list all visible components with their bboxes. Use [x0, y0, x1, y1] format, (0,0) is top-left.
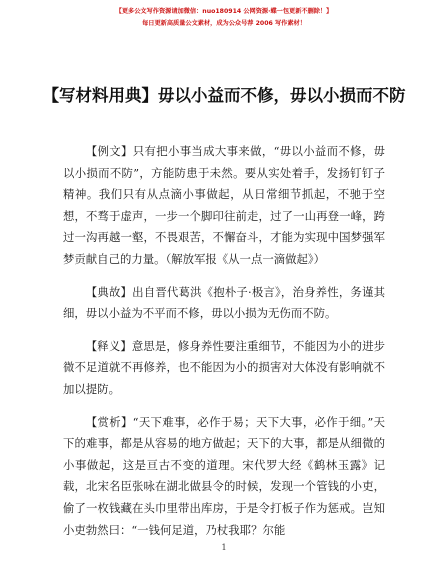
paragraph-text: 出自晋代葛洪《抱朴子·极言》，治身养性，务谨其细，毋以小益为不平而不修，毋以小损为无伤而不防。 — [63, 284, 385, 321]
paragraph-tag: 【典故】 — [85, 284, 133, 299]
paragraph-text: “天下难事，必作于易；天下大事，必作于细。”天下的难事，都是从容易的地方做起；天下的大事，都是从细微的小事做起，这是亘古不变的道理。宋代罗大经《鹤林玉露》记载，北宋名臣张咏在湖北做县令的时候，发现一个管钱的小吏，偷了一枚钱藏在头巾里带出库房，于是令打板子作为惩戒。岂知小吏勃然曰：“一钱何足道，乃杖我耶？尔能 — [63, 414, 385, 537]
paragraph-example — [63, 141, 385, 271]
paragraph-tag: 【赏析】 — [85, 414, 133, 429]
document-body — [63, 141, 385, 552]
document-title: 【写材料用典】毋以小益而不修，毋以小损而不防 — [42, 86, 406, 105]
paragraph-tag: 【释义】 — [85, 338, 132, 353]
paragraph-appreciation — [63, 412, 385, 542]
paragraph-meaning — [63, 336, 385, 401]
page-number: 1 — [221, 543, 227, 552]
paragraph-text: 意思是，修身养性要注重细节，不能因为小的进步微不足道就不再修养，也不能因为小的损害对大体没有影响就不加以提防。 — [63, 338, 385, 396]
paragraph-text: 只有把小事当成大事来做，“毋以小益而不修，毋以小损而不防”，方能防患于未然。要从实处着手，发扬钉钉子精神。我们只有从点滴小事做起，从日常细节抓起，不驰于空想，不骛于虚声，一步一个脚印往前走，过了一山再登一峰，跨过一沟再越一壑，不畏艰苦，不懈奋斗，才能为实现中国梦强军梦贡献自己的力量。（解放军报《从一点一滴做起》） — [63, 144, 385, 266]
banner-line-2: 每日更新高质量公文素材，成为公众号荐 2006 写作素材！ — [142, 20, 306, 27]
header-banner — [0, 6, 448, 30]
paragraph-tag: 【例文】 — [85, 144, 133, 158]
paragraph-allusion — [63, 282, 385, 325]
banner-line-1: 【更多公文写作资源请加微信：nuo180914 公网资源·蝶一包更新不删除！】 — [115, 8, 333, 15]
